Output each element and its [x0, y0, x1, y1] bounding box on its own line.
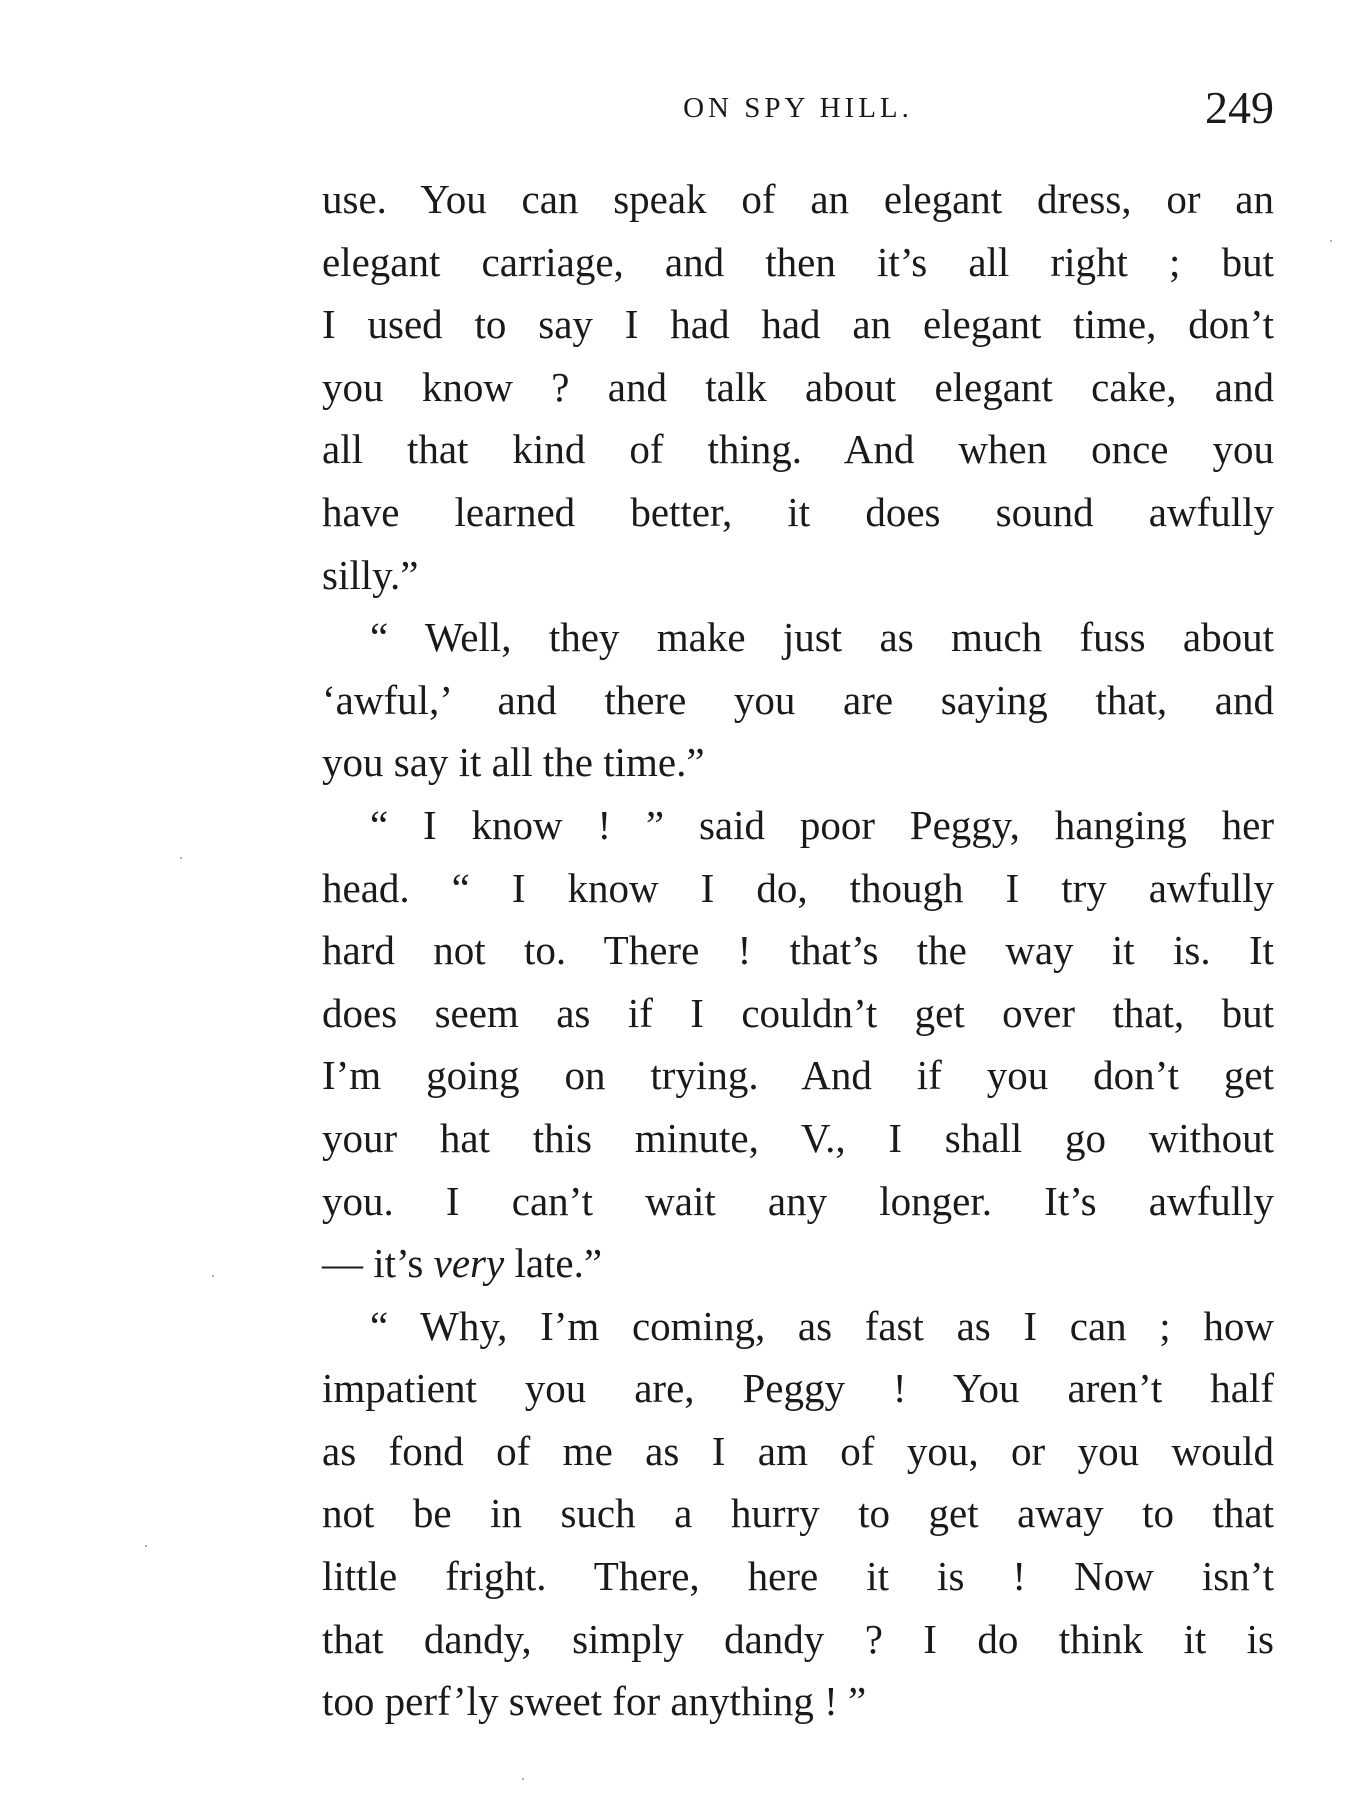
- page-number: 249: [1205, 82, 1274, 133]
- body-text: [322, 168, 1274, 1733]
- text-line: silly.”: [322, 551, 419, 598]
- text-line: little fright. There, here it is ! Now isn’t: [322, 1553, 1274, 1600]
- running-title: ON SPY HILL.: [683, 92, 913, 124]
- text-line: all that kind of thing. And when once you: [322, 426, 1274, 473]
- text-line: not be in such a hurry to get away to that: [322, 1490, 1274, 1537]
- scan-speck: [180, 857, 182, 859]
- text-line: you say it all the time.”: [322, 739, 705, 786]
- text-line: that dandy, simply dandy ? I do think it is: [322, 1615, 1274, 1662]
- text-line: does seem as if I couldn’t get over that, but: [322, 989, 1274, 1036]
- text-line: your hat this minute, V., I shall go without: [322, 1114, 1274, 1161]
- text-line: impatient you are, Peggy ! You aren’t half: [322, 1365, 1274, 1412]
- text-line: I used to say I had had an elegant time, don’t: [322, 301, 1274, 348]
- text-line: “ Well, they make just as much fuss about: [370, 614, 1274, 661]
- text-line: — it’s very late.”: [322, 1240, 603, 1287]
- text-line: have learned better, it does sound awfully: [322, 488, 1274, 535]
- text-line: “ I know ! ” said poor Peggy, hanging her: [370, 801, 1274, 848]
- text-line: you. I can’t wait any longer. It’s awfully: [322, 1177, 1274, 1224]
- text-line: you know ? and talk about elegant cake, and: [322, 363, 1274, 410]
- text-line: ‘awful,’ and there you are saying that, and: [322, 676, 1274, 723]
- text-line: elegant carriage, and then it’s all right ; but: [322, 238, 1274, 285]
- text-line: head. “ I know I do, though I try awfully: [322, 864, 1274, 911]
- text-line: too perf’ly sweet for anything ! ”: [322, 1678, 867, 1725]
- running-head: [322, 78, 1274, 138]
- text-line: I’m going on trying. And if you don’t get: [322, 1052, 1274, 1099]
- scan-speck: [212, 1275, 214, 1277]
- text-line: use. You can speak of an elegant dress, or an: [322, 176, 1274, 222]
- text-line: “ Why, I’m coming, as fast as I can ; how: [370, 1302, 1274, 1349]
- scan-speck: [145, 1545, 147, 1547]
- scan-speck: [1330, 240, 1332, 242]
- text-line: hard not to. There ! that’s the way it is. It: [322, 927, 1274, 974]
- scan-speck: [522, 1778, 524, 1780]
- text-line: as fond of me as I am of you, or you would: [322, 1427, 1274, 1474]
